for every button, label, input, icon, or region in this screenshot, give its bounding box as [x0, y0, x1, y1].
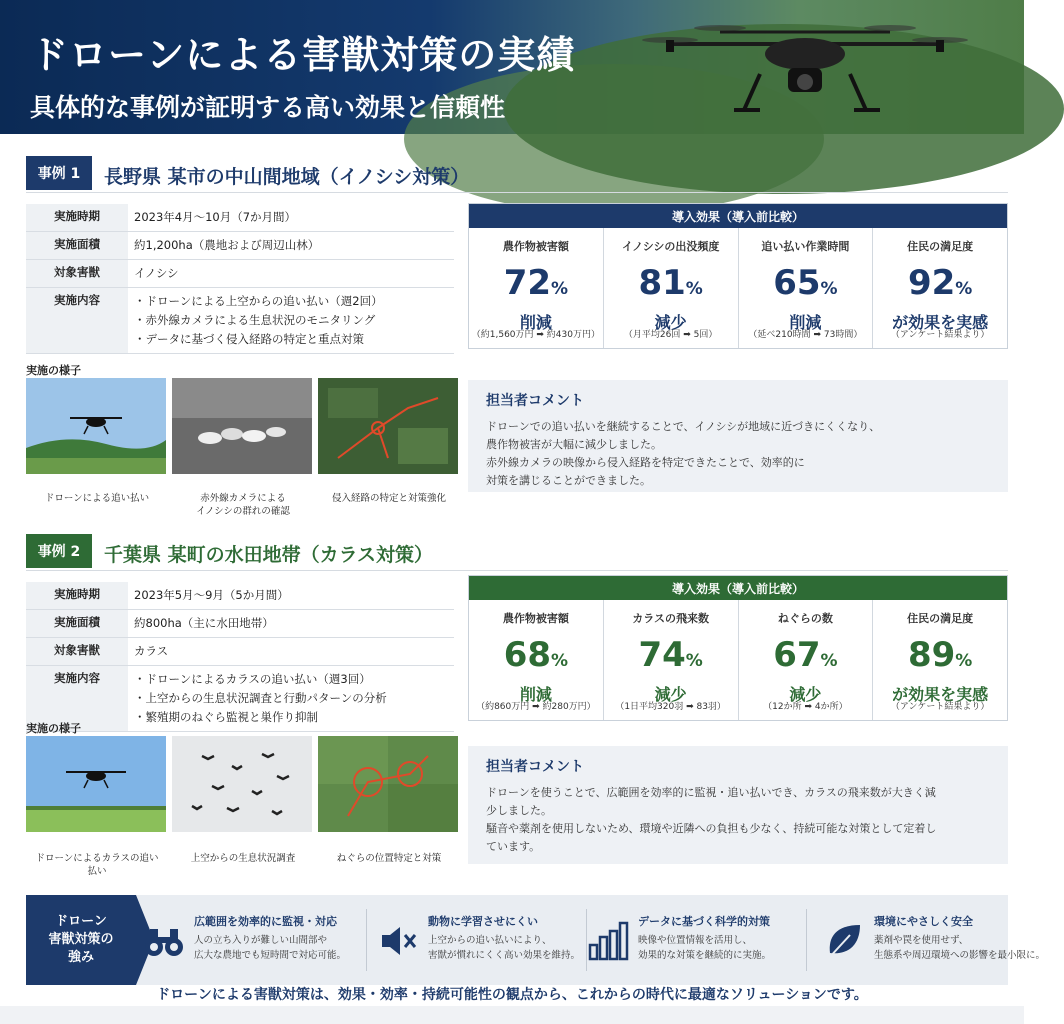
- header-banner: [0, 0, 1024, 134]
- info-value: カラス: [134, 644, 169, 658]
- case2-effects-panel: [468, 575, 1008, 721]
- comment-line: 騒音や薬剤を使用しないため、環境や近隣への負担も少なく、持続可能な対策として定着し: [486, 822, 937, 835]
- info-value: 約1,200ha（農地および周辺山林）: [134, 238, 320, 252]
- info-value: ・上空からの生息状況調査と行動パターンの分析: [134, 691, 387, 705]
- photos-label: 実施の様子: [26, 364, 81, 377]
- strength-desc: 映像や位置情報を活用し、 効果的な対策を継続的に実施。: [638, 935, 772, 961]
- effect-card: [739, 228, 874, 348]
- binoculars-icon: [142, 919, 186, 963]
- photo-caption: ドローンによる追い払い: [44, 493, 150, 504]
- effect-label: 追い払い作業時間: [761, 240, 850, 253]
- strength-item: [586, 895, 796, 985]
- effect-value: 81%: [638, 263, 703, 303]
- table-row: [26, 666, 454, 732]
- effect-label: 住民の満足度: [907, 240, 974, 253]
- photos-label: 実施の様子: [26, 722, 81, 735]
- effect-result: 削減: [519, 313, 552, 332]
- case1-badge: 事例 1: [26, 156, 92, 190]
- comment-line: 少しました。: [486, 804, 552, 817]
- strength-item: [376, 895, 586, 985]
- info-key: 実施時期: [26, 582, 128, 610]
- effect-value: 74%: [638, 635, 703, 675]
- effect-result: 減少: [654, 313, 687, 332]
- effect-label: ねぐらの数: [777, 612, 833, 625]
- effect-label: 農作物被害額: [502, 240, 569, 253]
- effect-label: イノシシの出没頻度: [621, 240, 720, 253]
- effect-value: 92%: [907, 263, 973, 303]
- info-value: ・繁殖期のねぐら監視と巣作り抑制: [134, 710, 318, 724]
- page-title: ドローンによる害獣対策の実績: [30, 33, 576, 77]
- effect-card: [469, 228, 604, 348]
- effect-card: [604, 228, 739, 348]
- table-row: [26, 582, 454, 610]
- photo-caption: 赤外線カメラによる イノシシの群れの確認: [196, 493, 290, 517]
- strength-title: 動物に学習させにくい: [428, 915, 538, 928]
- effect-result: が効果を実感: [892, 313, 989, 332]
- effect-result: 削減: [789, 313, 822, 332]
- effect-result: が効果を実感: [892, 685, 989, 704]
- effect-card: [739, 600, 874, 720]
- effect-card: [873, 600, 1007, 720]
- table-row: [26, 288, 454, 354]
- info-value: ・赤外線カメラによる生息状況のモニタリング: [134, 313, 376, 327]
- strengths-lead: ドローン 害獣対策の 強み: [26, 895, 136, 985]
- effect-note: （約1,560万円 ➡ 約430万円）: [471, 330, 600, 340]
- strength-title: データに基づく科学的対策: [638, 915, 770, 928]
- strength-desc: 薬剤や罠を使用せず、 生態系や周辺環境への影響を最小限に。: [874, 935, 1046, 961]
- info-value: 2023年4月〜10月（7か月間）: [134, 210, 297, 224]
- strength-desc: 人の立ち入りが難しい山間部や 広大な農地でも短時間で対応可能。: [194, 935, 347, 961]
- info-key: 実施時期: [26, 204, 128, 232]
- info-value: 約800ha（主に水田地帯）: [134, 616, 274, 630]
- effect-result: 削減: [519, 685, 552, 704]
- comment-heading: 担当者コメント: [486, 759, 584, 775]
- effect-label: 住民の満足度: [907, 612, 974, 625]
- effect-note: （延べ210時間 ➡ 73時間）: [748, 330, 863, 340]
- effect-value: 65%: [773, 263, 838, 303]
- effects-heading: 導入効果（導入前比較）: [469, 204, 1007, 228]
- case2-title: 千葉県 某町の水田地帯（カラス対策）: [104, 544, 434, 566]
- effect-label: カラスの飛来数: [632, 612, 709, 625]
- effect-card: [469, 600, 604, 720]
- comment-line: ドローンでの追い払いを継続することで、イノシシが地域に近づきにくくなり、: [486, 420, 881, 433]
- effect-note: （アンケート結果より）: [890, 702, 990, 712]
- photo-crow-flock: [172, 736, 312, 832]
- info-value: ・データに基づく侵入経路の特定と重点対策: [134, 332, 364, 346]
- effect-value: 67%: [773, 635, 838, 675]
- case1-title: 長野県 某市の中山間地域（イノシシ対策）: [104, 166, 470, 188]
- case1-effects-panel: [468, 203, 1008, 349]
- divider: [26, 192, 1008, 193]
- effect-note: （1日平均320羽 ➡ 83羽）: [615, 702, 726, 712]
- info-key: 実施面積: [26, 610, 128, 638]
- table-row: [26, 232, 454, 260]
- effect-label: 農作物被害額: [502, 612, 569, 625]
- strength-item: [822, 895, 1046, 985]
- effect-value: 68%: [503, 635, 569, 675]
- comment-line: 対策を講じることができました。: [486, 474, 651, 487]
- photo-roost-map: [318, 736, 458, 832]
- footer-band: [0, 1006, 1024, 1024]
- divider: [806, 909, 807, 971]
- strength-desc: 上空からの追い払いにより、 害獣が慣れにくく高い効果を維持。: [428, 935, 581, 961]
- photo-drone-crows: [26, 736, 166, 832]
- strength-title: 環境にやさしく安全: [874, 915, 973, 928]
- photo-infrared-boars: [172, 378, 312, 474]
- comment-line: 赤外線カメラの映像から侵入経路を特定できたことで、効率的に: [486, 456, 805, 469]
- case2-info-table: [26, 582, 454, 732]
- effect-value: 89%: [907, 635, 973, 675]
- effect-card: [604, 600, 739, 720]
- comment-line: 農作物被害が大幅に減少しました。: [486, 438, 662, 451]
- effects-heading: 導入効果（導入前比較）: [469, 576, 1007, 600]
- case1-info-table: [26, 204, 454, 354]
- effect-note: （アンケート結果より）: [890, 330, 990, 340]
- speaker-mute-icon: [376, 919, 420, 963]
- info-key: 実施面積: [26, 232, 128, 260]
- info-key: 実施内容: [26, 666, 128, 732]
- page-subtitle: 具体的な事例が証明する高い効果と信頼性: [30, 93, 506, 122]
- info-value: イノシシ: [134, 266, 179, 280]
- comment-heading: 担当者コメント: [486, 393, 584, 409]
- drone-icon: [640, 14, 970, 124]
- effect-result: 減少: [789, 685, 822, 704]
- comment-line: ています。: [486, 840, 541, 853]
- comment-line: ドローンを使うことで、広範囲を効率的に監視・追い払いでき、カラスの飛来数が大きく減: [486, 786, 936, 799]
- leaf-icon: [822, 919, 866, 963]
- divider: [26, 570, 1008, 571]
- case2-comment-box: [468, 746, 1008, 864]
- photo-caption: 侵入経路の特定と対策強化: [331, 493, 446, 504]
- divider: [366, 909, 367, 971]
- photo-drone-chase: [26, 378, 166, 474]
- info-value: 2023年5月〜9月（5か月間）: [134, 588, 289, 602]
- effect-note: （月平均26回 ➡ 5回）: [623, 330, 718, 340]
- info-key: 対象害獣: [26, 638, 128, 666]
- case2-badge: 事例 2: [26, 534, 92, 568]
- effect-note: （12か所 ➡ 4か所）: [763, 702, 848, 712]
- info-key: 対象害獣: [26, 260, 128, 288]
- table-row: [26, 638, 454, 666]
- info-value: ・ドローンによるカラスの追い払い（週3回）: [134, 672, 371, 686]
- effect-value: 72%: [503, 263, 569, 303]
- effect-note: （約860万円 ➡ 約280万円）: [476, 702, 596, 712]
- case1-comment-box: [468, 380, 1008, 492]
- table-row: [26, 610, 454, 638]
- effect-card: [873, 228, 1007, 348]
- strengths-strip: [26, 895, 1046, 985]
- photo-caption: ドローンによるカラスの追い 払い: [35, 853, 159, 877]
- table-row: [26, 260, 454, 288]
- photo-caption: ねぐらの位置特定と対策: [336, 853, 442, 864]
- bar-chart-icon: [586, 919, 630, 963]
- photo-caption: 上空からの生息状況調査: [190, 853, 296, 864]
- footer-statement: ドローンによる害獣対策は、効果・効率・持続可能性の観点から、これからの時代に最適なソリューションです。: [156, 987, 868, 1003]
- effect-result: 減少: [654, 685, 687, 704]
- strength-title: 広範囲を効率的に監視・対応: [194, 915, 337, 928]
- photo-intrusion-map: [318, 378, 458, 474]
- info-value: ・ドローンによる上空からの追い払い（週2回）: [134, 294, 383, 308]
- table-row: [26, 204, 454, 232]
- strength-item: [142, 895, 362, 985]
- info-key: 実施内容: [26, 288, 128, 354]
